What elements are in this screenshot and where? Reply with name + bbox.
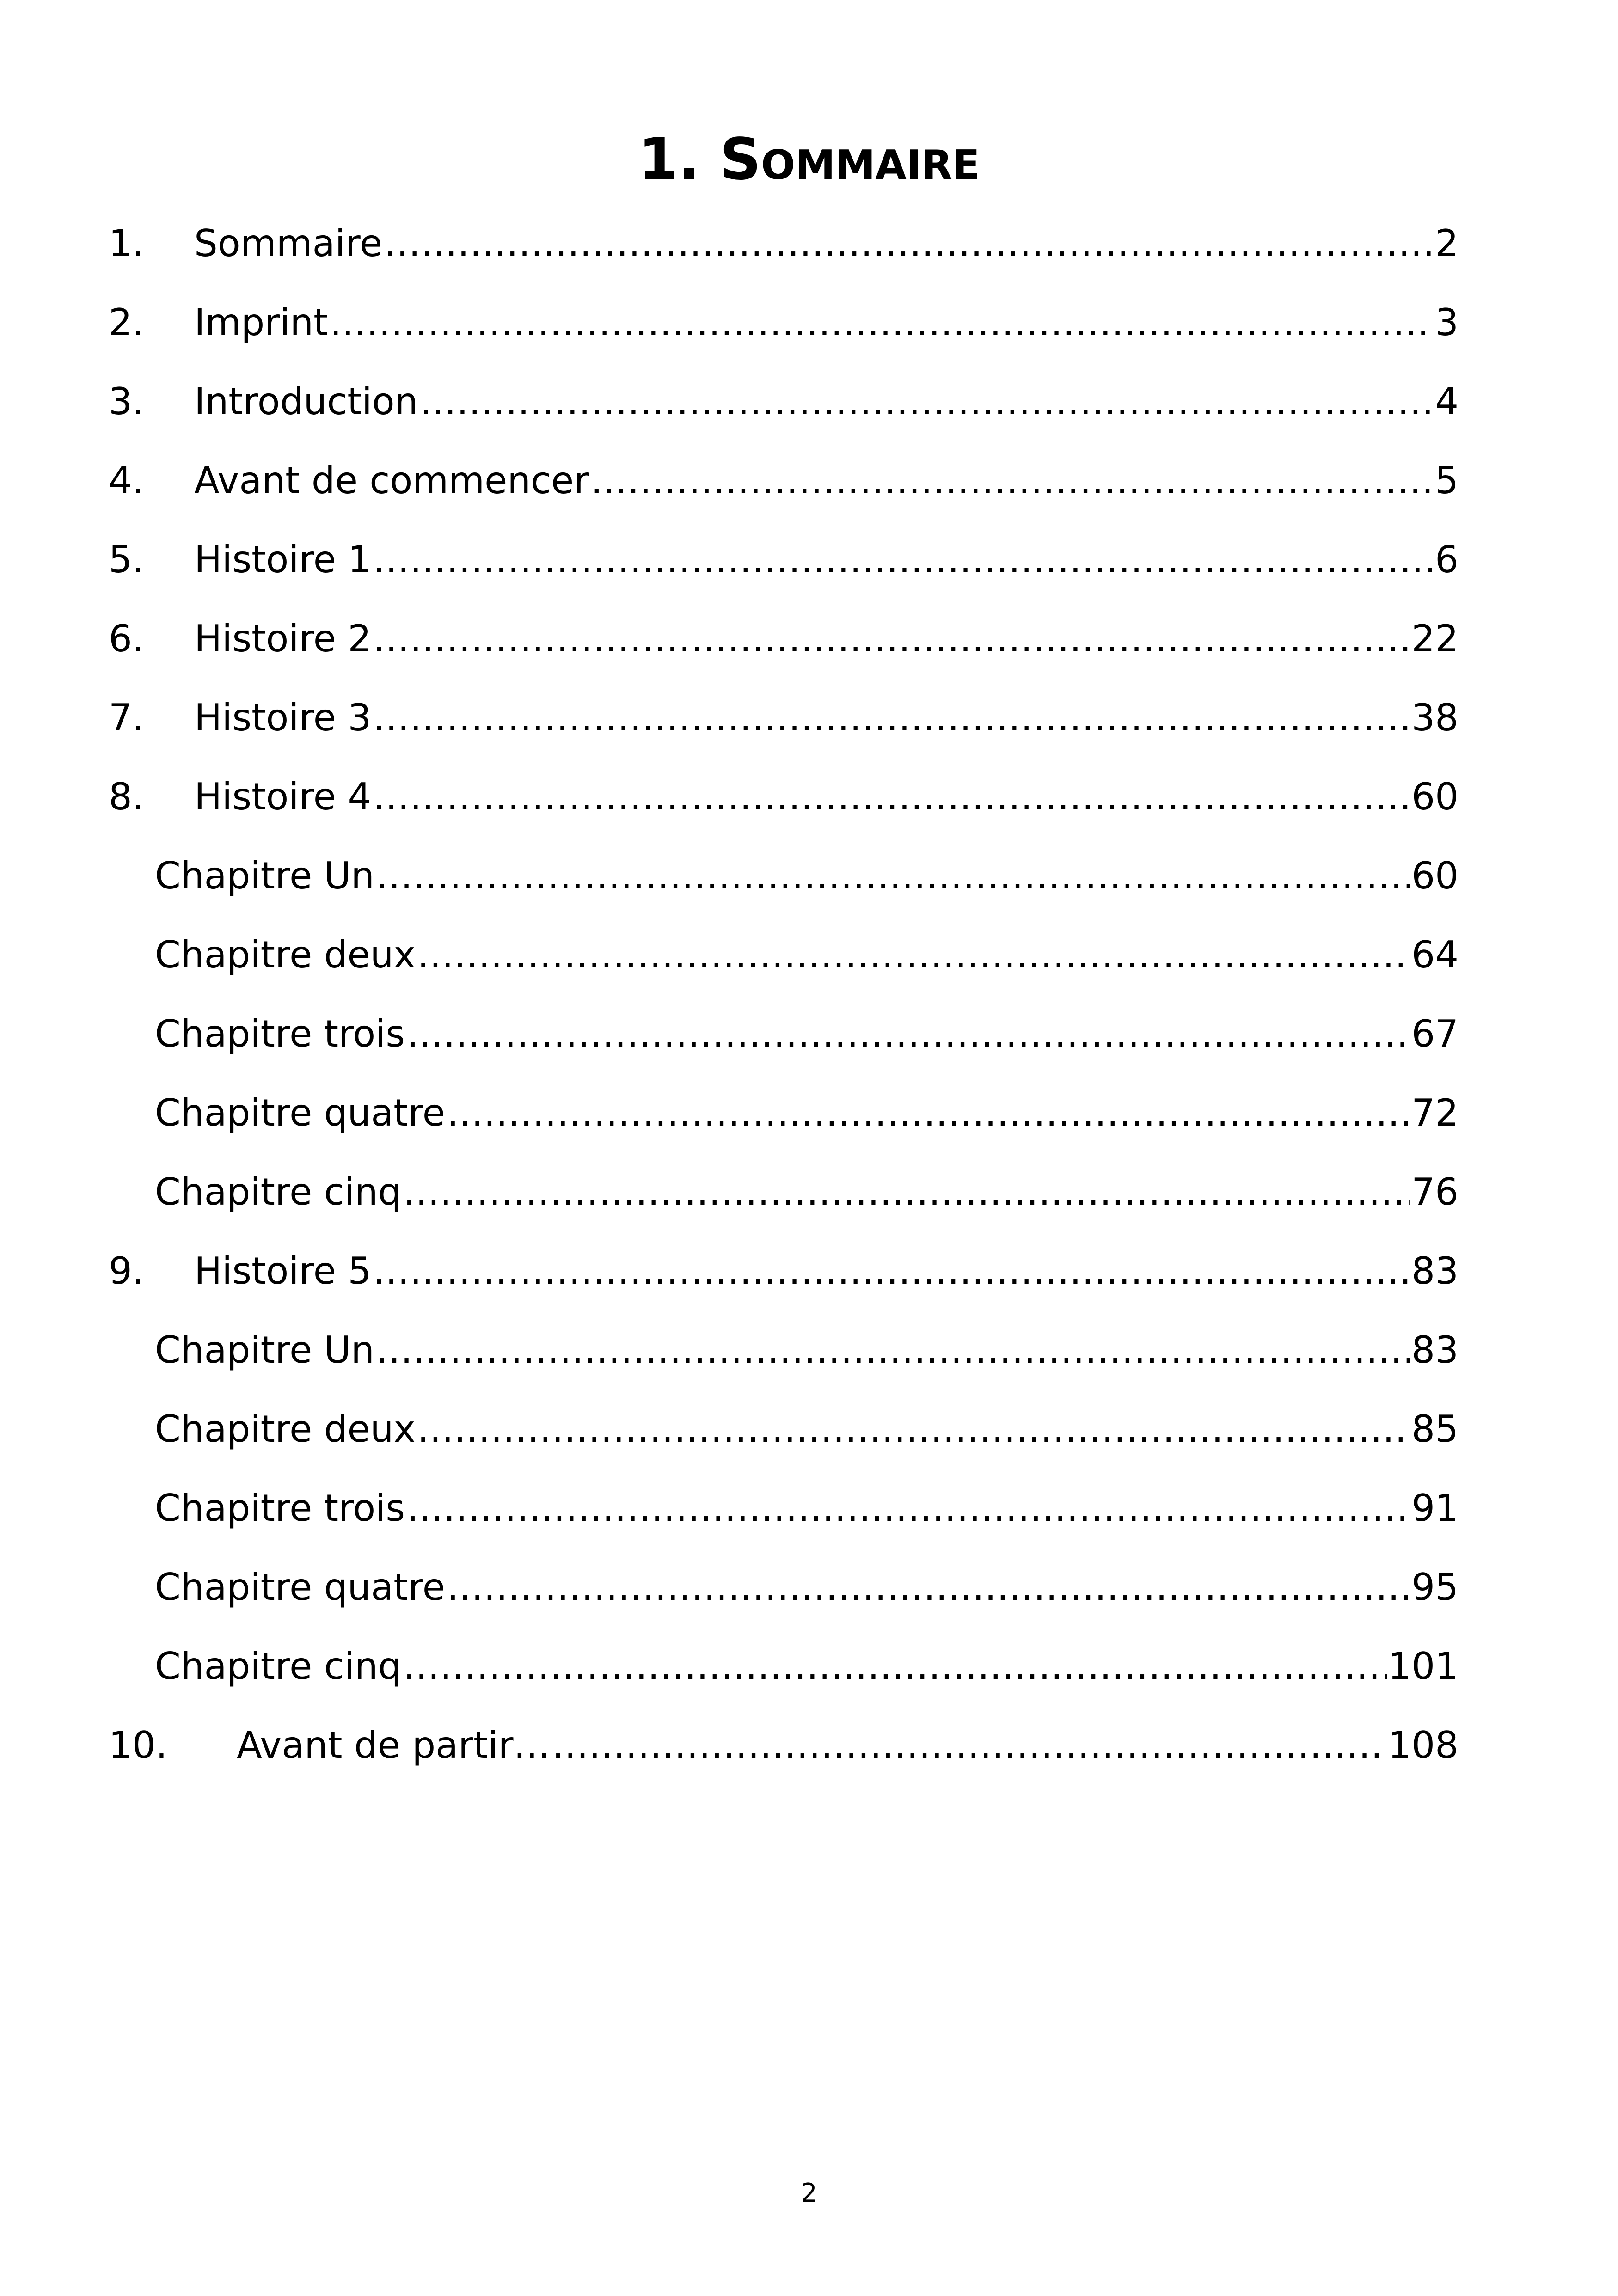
- toc-entry-page: 76: [1411, 1170, 1459, 1213]
- toc-entry-label: Chapitre quatre: [155, 1091, 445, 1134]
- toc-entry[interactable]: [0, 1483, 1618, 1534]
- page-title: [0, 118, 1618, 201]
- toc-leader-dots: [407, 1483, 1410, 1534]
- page-number: 2: [801, 2178, 817, 2208]
- toc-leader-dots: [384, 218, 1432, 269]
- toc-leader-dots: [591, 455, 1432, 506]
- toc-entry-page: 95: [1411, 1566, 1459, 1609]
- toc-entry-page: 83: [1411, 1249, 1459, 1292]
- toc-entry-page: 38: [1411, 696, 1459, 739]
- toc-entry-label: Histoire 4: [194, 775, 372, 818]
- toc-entry-label: Chapitre deux: [155, 1408, 416, 1451]
- toc-leader-dots: [552, 1720, 1387, 1771]
- toc-entry-page: 6: [1435, 538, 1459, 581]
- toc-entry[interactable]: [0, 1404, 1618, 1455]
- toc-leader-dots: [417, 930, 1410, 980]
- toc-entry-page: 60: [1411, 775, 1459, 818]
- toc-entry-page: 72: [1411, 1091, 1459, 1134]
- toc-entry[interactable]: [0, 297, 1618, 348]
- toc-entry-page: 4: [1435, 380, 1459, 423]
- toc-entry-number: 2.: [109, 301, 144, 344]
- toc-entry-page: 108: [1388, 1724, 1459, 1767]
- toc-entry[interactable]: [0, 218, 1618, 269]
- title-number: 1.: [638, 126, 700, 193]
- toc-entry-label: Introduction: [194, 380, 418, 423]
- toc-entry[interactable]: [0, 1562, 1618, 1613]
- toc-entry-label: Avant de partir…: [237, 1724, 551, 1767]
- toc-entry-number: 8.: [109, 775, 144, 818]
- toc-entry-page: 64: [1411, 933, 1459, 976]
- toc-entry-page: 91: [1411, 1487, 1459, 1530]
- toc-entry-page: 83: [1411, 1329, 1459, 1371]
- toc-entry[interactable]: [0, 930, 1618, 980]
- toc-entry-number: 4.: [109, 459, 144, 502]
- toc-entry-label: Chapitre quatre: [155, 1566, 445, 1609]
- toc-leader-dots: [373, 1246, 1410, 1297]
- toc-entry-label: Histoire 1: [194, 538, 372, 581]
- toc-leader-dots: [417, 1404, 1410, 1455]
- toc-entry[interactable]: [0, 771, 1618, 822]
- toc-entry[interactable]: [0, 376, 1618, 427]
- toc-entry-page: 101: [1388, 1645, 1459, 1688]
- toc-leader-dots: [373, 613, 1410, 664]
- toc-entry[interactable]: [0, 1167, 1618, 1218]
- toc-entry-page: 60: [1411, 854, 1459, 897]
- toc-entry[interactable]: [0, 1641, 1618, 1692]
- toc-leader-dots: [376, 1325, 1410, 1376]
- toc-entry[interactable]: [0, 1325, 1618, 1376]
- toc-entry-page: 85: [1411, 1408, 1459, 1451]
- toc-entry-label: Chapitre cinq: [155, 1170, 402, 1213]
- toc-entry-number: 5.: [109, 538, 144, 581]
- toc-leader-dots: [373, 692, 1410, 743]
- toc-entry-label: Imprint: [194, 301, 328, 344]
- toc-entry-label: Sommaire: [194, 222, 383, 265]
- toc-entry-number: 3.: [109, 380, 144, 423]
- toc-entry-label: Histoire 2: [194, 617, 372, 660]
- toc-leader-dots: [376, 851, 1410, 901]
- toc-entry-number: 6.: [109, 617, 144, 660]
- toc-entry-page: 3: [1435, 301, 1459, 344]
- toc-entry-label: Chapitre trois: [155, 1487, 405, 1530]
- toc-entry-page: 67: [1411, 1012, 1459, 1055]
- toc-entry-label: Chapitre Un: [155, 854, 374, 897]
- toc-entry-label: Chapitre Un: [155, 1329, 374, 1371]
- toc-entry-number: 1.: [109, 222, 144, 265]
- toc-entry-page: 5: [1435, 459, 1459, 502]
- toc-leader-dots: [330, 297, 1432, 348]
- toc-leader-dots: [373, 771, 1410, 822]
- toc-entry[interactable]: [0, 851, 1618, 901]
- toc-entry-label: Histoire 3: [194, 696, 372, 739]
- toc-leader-dots: [447, 1562, 1410, 1613]
- title-text: Sommaire: [720, 126, 980, 193]
- toc-entry[interactable]: [0, 455, 1618, 506]
- toc-entry-label: Avant de commencer: [194, 459, 589, 502]
- toc-entry-number: 10.: [109, 1724, 168, 1767]
- toc-entry-number: 7.: [109, 696, 144, 739]
- toc-entry-label: Chapitre deux: [155, 933, 416, 976]
- toc-entry-label: Chapitre cinq: [155, 1645, 402, 1688]
- toc-leader-dots: [403, 1641, 1387, 1692]
- toc-leader-dots: [447, 1088, 1410, 1139]
- toc-entry[interactable]: [0, 1088, 1618, 1139]
- toc-entry-page: 2: [1435, 222, 1459, 265]
- toc-entry[interactable]: [0, 1720, 1618, 1771]
- toc-entry-label: Histoire 5: [194, 1249, 372, 1292]
- toc-entry[interactable]: [0, 692, 1618, 743]
- toc-entry[interactable]: [0, 1246, 1618, 1297]
- toc-leader-dots: [407, 1009, 1410, 1059]
- toc-leader-dots: [373, 534, 1432, 585]
- toc-entry[interactable]: [0, 613, 1618, 664]
- toc-leader-dots: [403, 1167, 1410, 1218]
- toc-entry-page: 22: [1411, 617, 1459, 660]
- toc-entry[interactable]: [0, 1009, 1618, 1059]
- toc-entry-number: 9.: [109, 1249, 144, 1292]
- toc-entry-label: Chapitre trois: [155, 1012, 405, 1055]
- toc-leader-dots: [420, 376, 1432, 427]
- toc-entry[interactable]: [0, 534, 1618, 585]
